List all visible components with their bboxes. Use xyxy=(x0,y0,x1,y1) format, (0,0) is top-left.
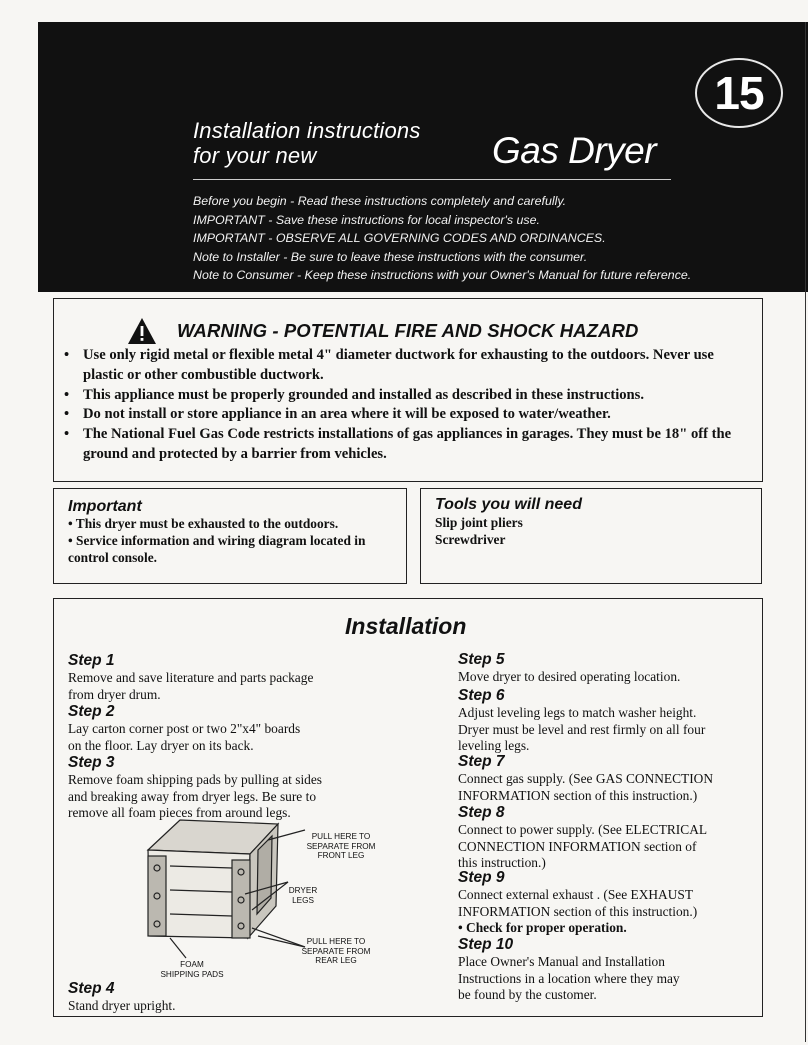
label-dryer-legs xyxy=(283,886,323,905)
warning-item: • This appliance must be properly grounded and installed as described in these instructions. xyxy=(62,386,756,406)
label-front-leg xyxy=(301,832,381,861)
warning-item: • Use only rigid metal or flexible metal 4" diameter ductwork for exhausting to the outdoors. Never use plastic or other combustible ductwork. xyxy=(62,346,756,386)
step-10 xyxy=(458,935,680,1004)
step-title: Step 4 xyxy=(68,980,115,997)
note-inspector: IMPORTANT - Save these instructions for local inspector's use. xyxy=(193,212,540,227)
step-7 xyxy=(458,752,713,804)
label-line: REAR LEG xyxy=(315,956,357,965)
step-text: Remove and save literature and parts package xyxy=(68,670,314,685)
note-before-you-begin: Before you begin - Read these instructions completely and carefully. xyxy=(193,194,567,208)
step-title: Step 6 xyxy=(458,687,505,704)
step-title: Step 1 xyxy=(68,652,115,669)
step-1 xyxy=(68,651,313,703)
tool-item: Screwdriver xyxy=(435,532,506,547)
important-line: • This dryer must be exhausted to the outdoors. xyxy=(68,516,339,531)
step-text: Adjust leveling legs to match washer height. xyxy=(458,705,697,720)
step-title: Step 9 xyxy=(458,869,505,886)
step-6 xyxy=(458,686,705,755)
step-text: Connect gas supply. (See GAS CONNECTION xyxy=(458,771,714,786)
step-text: Place Owner's Manual and Installation xyxy=(458,954,665,969)
step-text: this instruction.) xyxy=(458,855,546,870)
step-title: Step 5 xyxy=(458,651,505,668)
step-text: Stand dryer upright. xyxy=(68,998,176,1013)
tools-title: Tools you will need xyxy=(435,496,582,513)
step-text: from dryer drum. xyxy=(68,686,161,702)
step-text: Connect to power supply. (See ELECTRICAL xyxy=(458,822,708,837)
step-text: Lay carton corner post or two 2"x4" boards xyxy=(68,721,301,736)
step-text: Instructions in a location where they may xyxy=(458,970,680,986)
step-text: INFORMATION section of this instruction.) xyxy=(458,787,698,803)
step-text: be found by the customer. xyxy=(458,987,597,1002)
installation-title: Installation xyxy=(345,613,467,639)
step-8 xyxy=(458,803,707,872)
step-text: Connect external exhaust . (See EXHAUST xyxy=(458,887,694,902)
step-title: Step 10 xyxy=(458,936,514,953)
label-line: SHIPPING PADS xyxy=(160,969,224,979)
title-underline xyxy=(193,179,671,180)
warning-heading xyxy=(127,317,638,345)
section-number-badge: 15 xyxy=(695,58,783,128)
step-text: CONNECTION INFORMATION section of xyxy=(458,838,697,854)
title-line-1: Installation instructions xyxy=(193,118,421,143)
note-consumer: Note to Consumer - Keep these instructions with your Owner's Manual for future reference. xyxy=(193,268,692,282)
label-line: PULL HERE TO xyxy=(306,937,366,946)
title-line-2: for your new xyxy=(193,143,317,168)
important-title: Important xyxy=(68,498,142,515)
header-notes xyxy=(193,192,691,285)
important-line: • Service information and wiring diagram located in control console. xyxy=(68,533,366,565)
page-edge-rule xyxy=(805,22,806,1042)
step-9 xyxy=(458,868,697,937)
step-5 xyxy=(458,650,680,686)
label-line: DRYER xyxy=(288,886,318,895)
step-text: INFORMATION section of this instruction.) xyxy=(458,903,698,919)
warning-list xyxy=(62,346,756,465)
label-foam-pads xyxy=(152,960,232,979)
step-text: leveling legs. xyxy=(458,738,530,753)
step-text: and breaking away from dryer legs. Be sure to xyxy=(68,788,317,804)
step-text: Remove foam shipping pads by pulling at sides xyxy=(68,772,323,787)
note-codes: IMPORTANT - OBSERVE ALL GOVERNING CODES AND ORDINANCES. xyxy=(193,231,606,245)
warning-triangle-icon xyxy=(127,317,157,345)
step-text: on the floor. Lay dryer on its back. xyxy=(68,737,254,753)
step-2 xyxy=(68,702,300,754)
step-text: Dryer must be level and rest firmly on all four xyxy=(458,721,706,737)
note-installer: Note to Installer - Be sure to leave these instructions with the consumer. xyxy=(193,249,588,264)
label-line: PULL HERE TO xyxy=(311,832,371,841)
label-line: SEPARATE FROM xyxy=(306,841,376,851)
label-line: FRONT LEG xyxy=(317,851,365,860)
label-line: LEGS xyxy=(292,895,314,905)
product-title: Gas Dryer xyxy=(492,130,657,171)
important-text xyxy=(68,515,398,566)
step-text: remove all foam pieces from around legs. xyxy=(68,805,291,820)
step-4 xyxy=(68,979,175,1015)
warning-item: • The National Fuel Gas Code restricts installations of gas appliances in garages. They must be 18" off the ground and protected by a barrier from vehicles. xyxy=(62,425,756,465)
step-title: Step 3 xyxy=(68,754,115,771)
step-title: Step 7 xyxy=(458,753,505,770)
warning-title: WARNING - POTENTIAL FIRE AND SHOCK HAZARD xyxy=(177,320,639,341)
step-bold-text: • Check for proper operation. xyxy=(458,920,627,935)
tools-list xyxy=(435,514,523,548)
warning-item: • Do not install or store appliance in an area where it will be exposed to water/weather. xyxy=(62,405,756,425)
label-line: FOAM xyxy=(180,960,204,969)
step-text: Move dryer to desired operating location. xyxy=(458,669,681,684)
label-line: SEPARATE FROM xyxy=(301,946,371,956)
label-rear-leg xyxy=(296,937,376,966)
step-title: Step 8 xyxy=(458,804,505,821)
step-title: Step 2 xyxy=(68,703,115,720)
tool-item: Slip joint pliers xyxy=(435,515,523,530)
